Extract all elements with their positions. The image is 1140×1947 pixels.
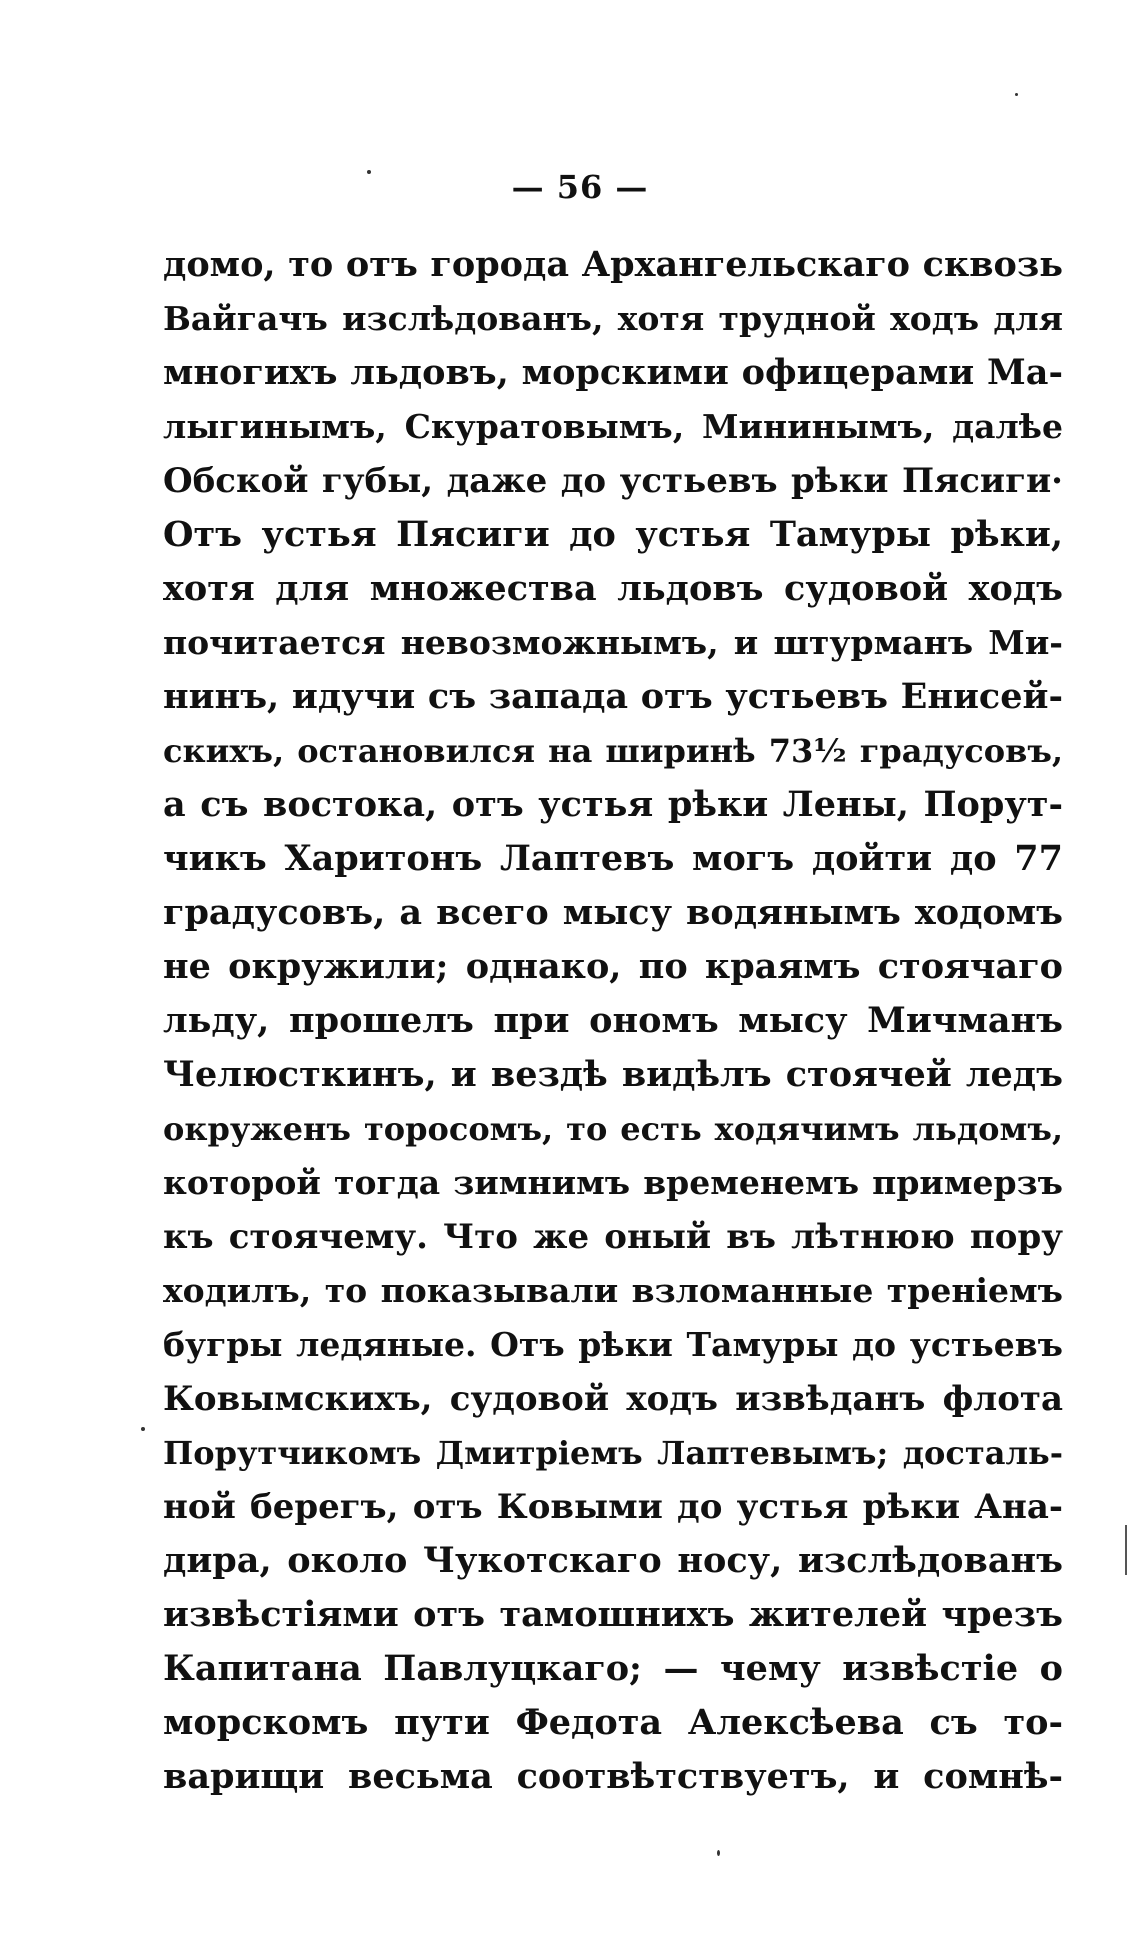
text-line: окруженъ торосомъ, то есть ходячимъ льдомъ, <box>163 1110 1063 1148</box>
text-line: нинъ, идучи съ запада отъ устьевъ Енисей- <box>163 676 1063 717</box>
text-line: дира, около Чукотскаго носу, изслѣдованъ <box>163 1540 1063 1581</box>
text-line: многихъ льдовъ, морскими офицерами Ма- <box>163 352 1063 393</box>
text-line: ходилъ, то показывали взломанные тренiемъ <box>163 1271 1063 1310</box>
text-line: домо, то отъ города Архангельскаго сквозь <box>163 244 1063 285</box>
text-line: чикъ Харитонъ Лаптевъ могъ дойти до 77 <box>163 838 1063 879</box>
text-line: хотя для множества льдовъ судовой ходъ <box>163 568 1063 609</box>
text-line: бугры ледяные. Отъ рѣки Тамуры до устьевъ <box>163 1325 1063 1364</box>
text-line: Капитана Павлуцкаго; — чему извѣстiе о <box>163 1648 1063 1689</box>
text-line: варищи весьма соотвѣтствуетъ, и сомнѣ- <box>163 1756 1063 1797</box>
text-line: а съ востока, отъ устья рѣки Лены, Порут- <box>163 784 1063 825</box>
scan-speck <box>1015 93 1018 96</box>
text-line: Вайгачъ изслѣдованъ, хотя трудной ходъ для <box>163 299 1063 338</box>
text-line: Челюсткинъ, и вездѣ видѣлъ стоячей ледъ <box>163 1054 1063 1095</box>
page-number: — 56 — <box>511 168 649 206</box>
text-line: скихъ, остановился на ширинѣ 73½ градусовъ, <box>163 732 1063 770</box>
text-line: извѣстiями отъ тамошнихъ жителей чрезъ <box>163 1594 1063 1635</box>
text-line: которой тогда зимнимъ временемъ примерзъ <box>163 1163 1063 1202</box>
text-line: лыгинымъ, Скуратовымъ, Мининымъ, далѣе <box>163 407 1063 446</box>
margin-rule <box>1125 1525 1127 1575</box>
text-line: льду, прошелъ при ономъ мысу Мичманъ <box>163 1000 1063 1041</box>
scan-speck <box>717 1850 720 1856</box>
text-line: Обской губы, даже до устьевъ рѣки Пясиги· <box>163 461 1063 501</box>
scan-speck <box>141 1427 145 1431</box>
text-line: градусовъ, а всего мысу водянымъ ходомъ <box>163 892 1063 933</box>
text-line: Ковымскихъ, судовой ходъ извѣданъ флота <box>163 1379 1063 1419</box>
text-line: не окружили; однако, по краямъ стоячаго <box>163 946 1063 987</box>
text-line: Отъ устья Пясиги до устья Тамуры рѣки, <box>163 514 1063 555</box>
body-text <box>163 238 1063 1804</box>
text-line: къ стоячему. Что же оный въ лѣтнюю пору <box>163 1217 1063 1257</box>
text-line: почитается невозможнымъ, и штурманъ Ми- <box>163 623 1063 662</box>
text-line: ной берегъ, отъ Ковыми до устья рѣки Ана- <box>163 1487 1063 1527</box>
text-line: морскомъ пути Федота Алексѣева съ то- <box>163 1702 1063 1743</box>
text-line: Порутчикомъ Дмитрiемъ Лаптевымъ; досталь- <box>163 1434 1063 1472</box>
